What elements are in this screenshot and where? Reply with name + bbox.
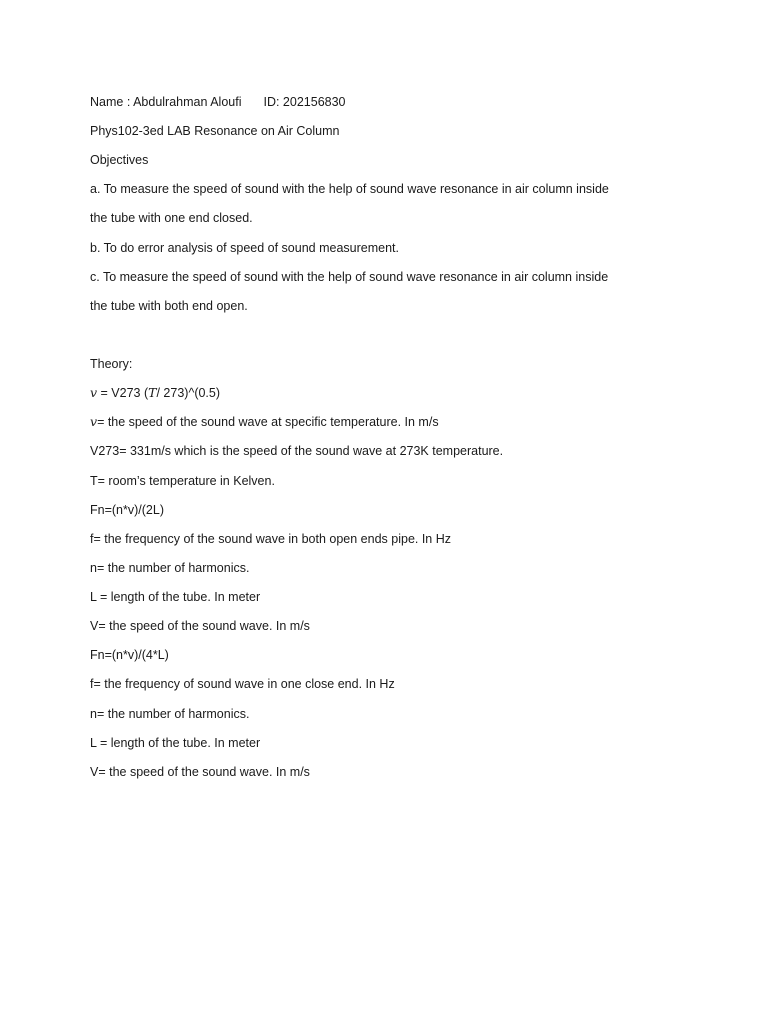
student-id: ID: 202156830 xyxy=(263,95,346,109)
v-symbol: 𝑣 xyxy=(90,385,98,400)
formula-post: / 273)^(0.5) xyxy=(156,386,221,400)
t-symbol: 𝑇 xyxy=(148,385,157,400)
v-definition-text: = the speed of the sound wave at specific temperature. In m/s xyxy=(97,415,439,429)
objective-line: the tube with both end open. xyxy=(90,299,248,313)
objectives-heading: Objectives xyxy=(90,153,149,167)
theory-line: V= the speed of the sound wave. In m/s xyxy=(90,765,310,779)
objective-line: b. To do error analysis of speed of sound measurement. xyxy=(90,241,399,255)
theory-heading: Theory: xyxy=(90,357,133,371)
theory-line: f= the frequency of sound wave in one close end. In Hz xyxy=(90,677,395,691)
theory-line: Fn=(n*v)/(4*L) xyxy=(90,648,169,662)
theory-line: n= the number of harmonics. xyxy=(90,707,250,721)
objective-line: the tube with one end closed. xyxy=(90,211,253,225)
theory-line: T= room’s temperature in Kelven. xyxy=(90,474,275,488)
v-definition xyxy=(90,412,439,432)
theory-line: V273= 331m/s which is the speed of the sound wave at 273K temperature. xyxy=(90,444,504,458)
theory-line: n= the number of harmonics. xyxy=(90,561,250,575)
objective-line: a. To measure the speed of sound with the help of sound wave resonance in air column inside xyxy=(90,182,609,196)
theory-line: f= the frequency of the sound wave in both open ends pipe. In Hz xyxy=(90,532,452,546)
v-symbol: 𝑣 xyxy=(90,414,98,429)
speed-formula xyxy=(90,383,220,403)
header-line xyxy=(90,92,346,112)
student-name: Name : Abdulrahman Aloufi xyxy=(90,95,242,109)
objective-line: c. To measure the speed of sound with the help of sound wave resonance in air column inside xyxy=(90,270,609,284)
lab-title: Phys102-3ed LAB Resonance on Air Column xyxy=(90,124,340,138)
theory-line: Fn=(n*v)/(2L) xyxy=(90,503,164,517)
theory-line: V= the speed of the sound wave. In m/s xyxy=(90,619,310,633)
theory-line: L = length of the tube. In meter xyxy=(90,590,261,604)
formula-pre: = V273 ( xyxy=(97,386,149,400)
theory-line: L = length of the tube. In meter xyxy=(90,736,261,750)
